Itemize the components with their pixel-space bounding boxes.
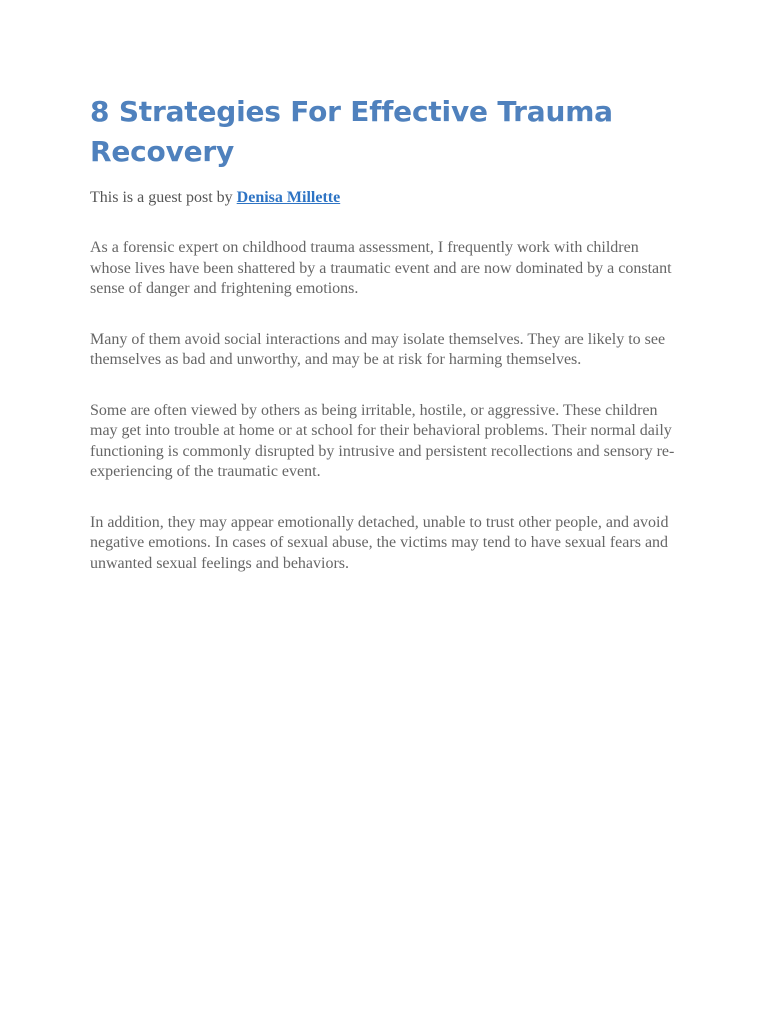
paragraph-4: In addition, they may appear emotionally detached, unable to trust other people, and avoid negative emotions. In cases of sexual abuse, the victims may tend to have sexual fears and unwanted sexual feelings and behaviors.: [90, 513, 669, 572]
article-title: 8 Strategies For Effective Trauma Recovery: [90, 95, 613, 168]
byline-prefix: This is a guest post by: [90, 189, 237, 206]
article: [90, 92, 680, 604]
paragraph-1: As a forensic expert on childhood trauma assessment, I frequently work with children whose lives have been shattered by a traumatic event and are now dominated by a constant sense of danger and frightening emotions.: [90, 239, 672, 297]
author-link[interactable]: Denisa Millette: [236, 189, 341, 206]
byline: [90, 187, 680, 208]
paragraph-3: Some are often viewed by others as being irritable, hostile, or aggressive. These children may get into trouble at home or at school for their behavioral problems. Their normal daily functioning is commonly disrupted by intrusive and persistent recollections and sensory re-experiencing of the traumatic event.: [90, 401, 675, 480]
paragraph-2: Many of them avoid social interactions and may isolate themselves. They are likely to see themselves as bad and unworthy, and may be at risk for harming themselves.: [90, 330, 666, 368]
